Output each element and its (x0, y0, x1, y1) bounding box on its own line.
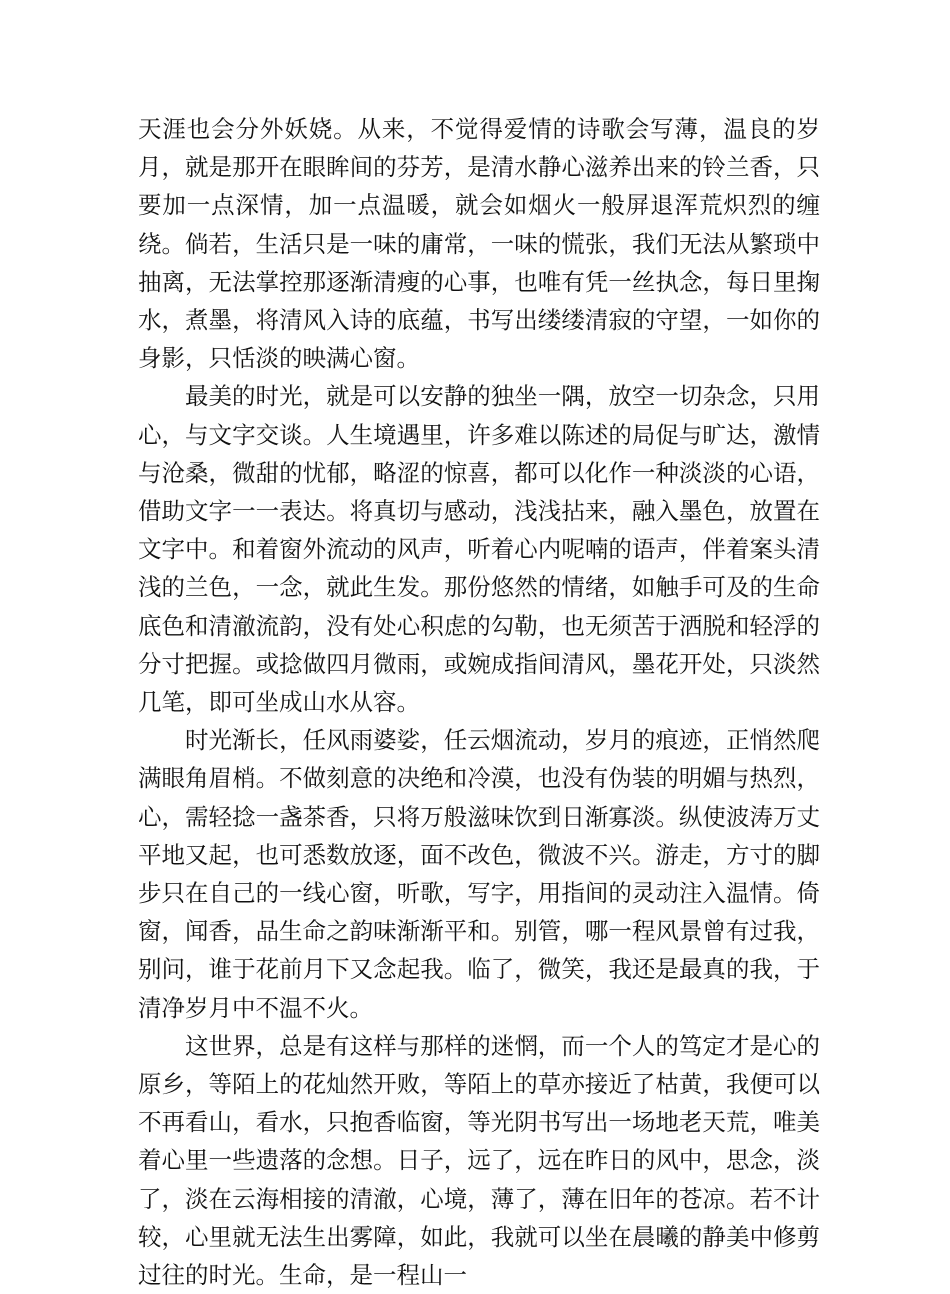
paragraph-2: 最美的时光，就是可以安静的独坐一隅，放空一切杂念，只用心，与文字交谈。人生境遇里，许多难以陈述的局促与旷达，激情与沧桑，微甜的忧郁，略涩的惊喜，都可以化作一种淡淡的心语，借助文字一一表达。将真切与感动，浅浅拈来，融入墨色，放置在文字中。和着窗外流动的风声，听着心内呢喃的语声，伴着案头清浅的兰色，一念，就此生发。那份悠然的情绪，如触手可及的生命底色和清澈流韵，没有处心积虑的勾勒，也无须苦于洒脱和轻浮的分寸把握。或捻做四月微雨，或婉成指间清风，墨花开处，只淡然几笔，即可坐成山水从容。 (138, 382, 820, 717)
paragraph-4: 这世界，总是有这样与那样的迷惘，而一个人的笃定才是心的原乡，等陌上的花灿然开败，等陌上的草亦接近了枯黄，我便可以不再看山，看水，只抱香临窗，等光阴书写出一场地老天荒，唯美着心里一些遗落的念想。日子，远了，远在昨日的风中，思念，淡了，淡在云海相接的清澈，心境，薄了，薄在旧年的苍凉。若不计较，心里就无法生出雾障，如此，我就可以坐在晨曦的静美中修剪过往的时光。生命，是一程山一 (138, 1031, 820, 1290)
document-body (138, 110, 820, 1294)
paragraph-3: 时光渐长，任风雨婆娑，任云烟流动，岁月的痕迹，正悄然爬满眼角眉梢。不做刻意的决绝和冷漠，也没有伪装的明媚与热烈，心，需轻捻一盏茶香，只将万般滋味饮到日渐寡淡。纵使波涛万丈平地又起，也可悉数放逐，面不改色，微波不兴。游走，方寸的脚步只在自己的一线心窗，听歌，写字，用指间的灵动注入温情。倚窗，闻香，品生命之韵味渐渐平和。别管，哪一程风景曾有过我，别问，谁于花前月下又念起我。临了，微笑，我还是最真的我，于清净岁月中不温不火。 (138, 726, 820, 1022)
paragraph-1: 天涯也会分外妖娆。从来，不觉得爱情的诗歌会写薄，温良的岁月，就是那开在眼眸间的芬芳，是清水静心滋养出来的铃兰香，只要加一点深情，加一点温暖，就会如烟火一般屏退浑荒炽烈的缠绕。倘若，生活只是一味的庸常，一味的慌张，我们无法从繁琐中抽离，无法掌控那逐渐清瘦的心事，也唯有凭一丝执念，每日里掬水，煮墨，将清风入诗的底蕴，书写出缕缕清寂的守望，一如你的身影，只恬淡的映满心窗。 (138, 115, 820, 373)
